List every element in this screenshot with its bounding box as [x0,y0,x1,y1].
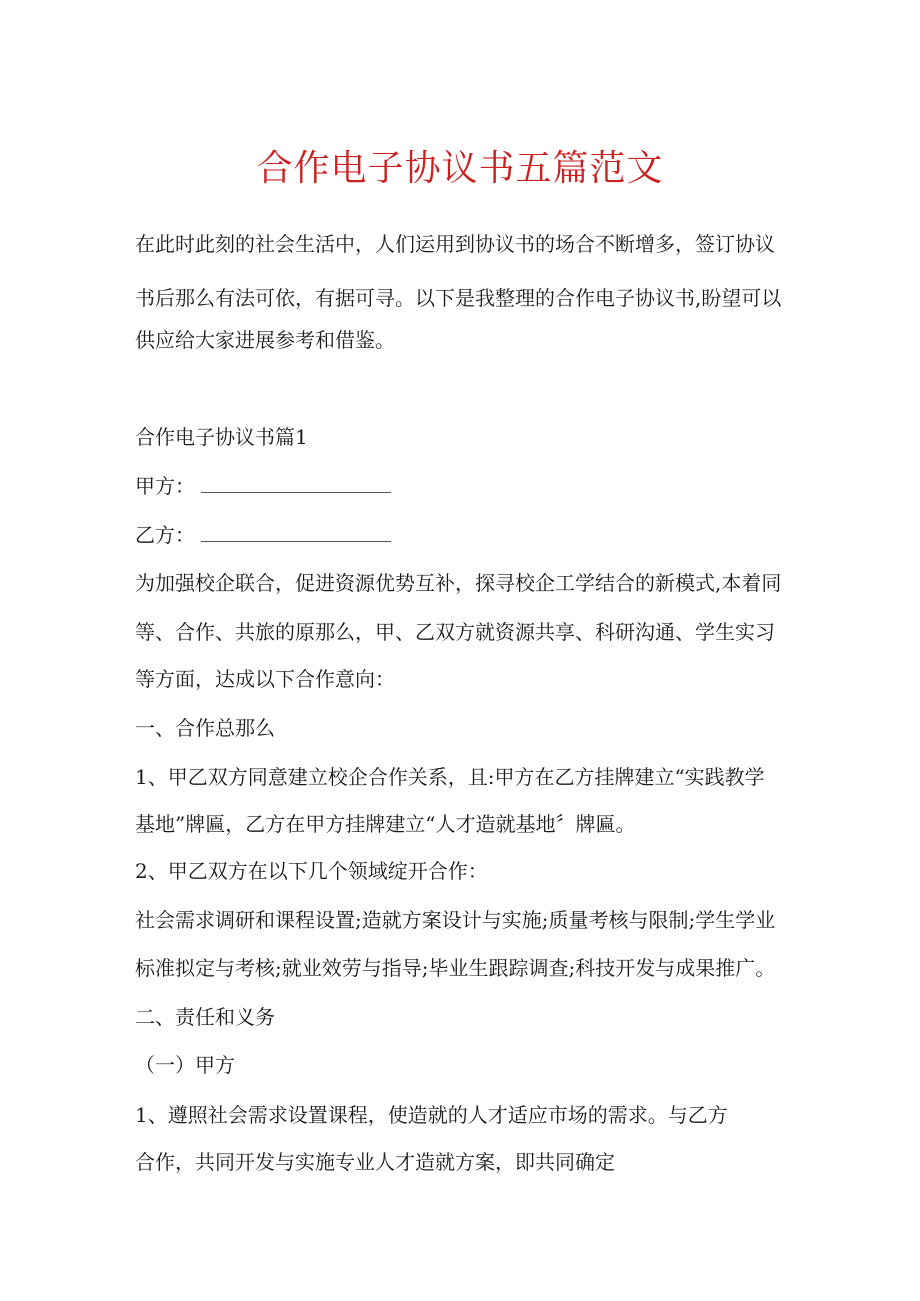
heading-general-principles: 一、合作总那么 [135,716,275,740]
duty-1-line: 1、遵照社会需求设置课程，使造就的人才适应市场的需求。与乙方 [135,1103,728,1127]
section-heading: 合作电子协议书篇1 [135,425,308,449]
clause-1-line: 基地”牌匾，乙方在甲方挂牌建立“人才造就基地〞牌匾。 [135,812,636,836]
party-b-label: 乙方： [135,523,195,547]
sub-heading-party-a: （一）甲方 [135,1053,235,1077]
purpose-line: 等方面，达成以下合作意向： [135,667,395,691]
party-a-row [135,472,795,500]
intro-line: 在此时此刻的社会生活中，人们运用到协议书的场合不断增多，签订协议 [135,232,775,256]
party-a-blank-line [201,476,391,493]
fields-line: 社会需求调研和课程设置;造就方案设计与实施;质量考核与限制;学生学业 [135,908,776,932]
party-a-label: 甲方： [135,474,195,498]
heading-responsibilities: 二、责任和义务 [135,1005,275,1029]
document-title: 合作电子协议书五篇范文 [256,148,664,189]
party-b-row [135,521,795,549]
party-b-blank-line [201,525,391,542]
intro-line: 供应给大家进展参考和借鉴。 [135,328,395,352]
clause-1-line: 1、甲乙双方同意建立校企合作关系，且:甲方在乙方挂牌建立“实践教学 [135,765,765,789]
purpose-line: 为加强校企联合，促进资源优势互补，探寻校企工学结合的新模式,本着同 [135,571,782,595]
intro-line: 书后那么有法可依，有据可寻。以下是我整理的合作电子协议书,盼望可以 [135,286,782,310]
clause-2-line: 2、甲乙双方在以下几个领域绽开合作： [135,859,488,883]
fields-line: 标准拟定与考核;就业效劳与指导;毕业生跟踪调查;科技开发与成果推广。 [135,956,776,980]
duty-1-line: 合作，共同开发与实施专业人才造就方案，即共同确定 [135,1150,615,1174]
purpose-line: 等、合作、共旅的原那么，甲、乙双方就资源共享、科研沟通、学生实习 [135,620,775,644]
